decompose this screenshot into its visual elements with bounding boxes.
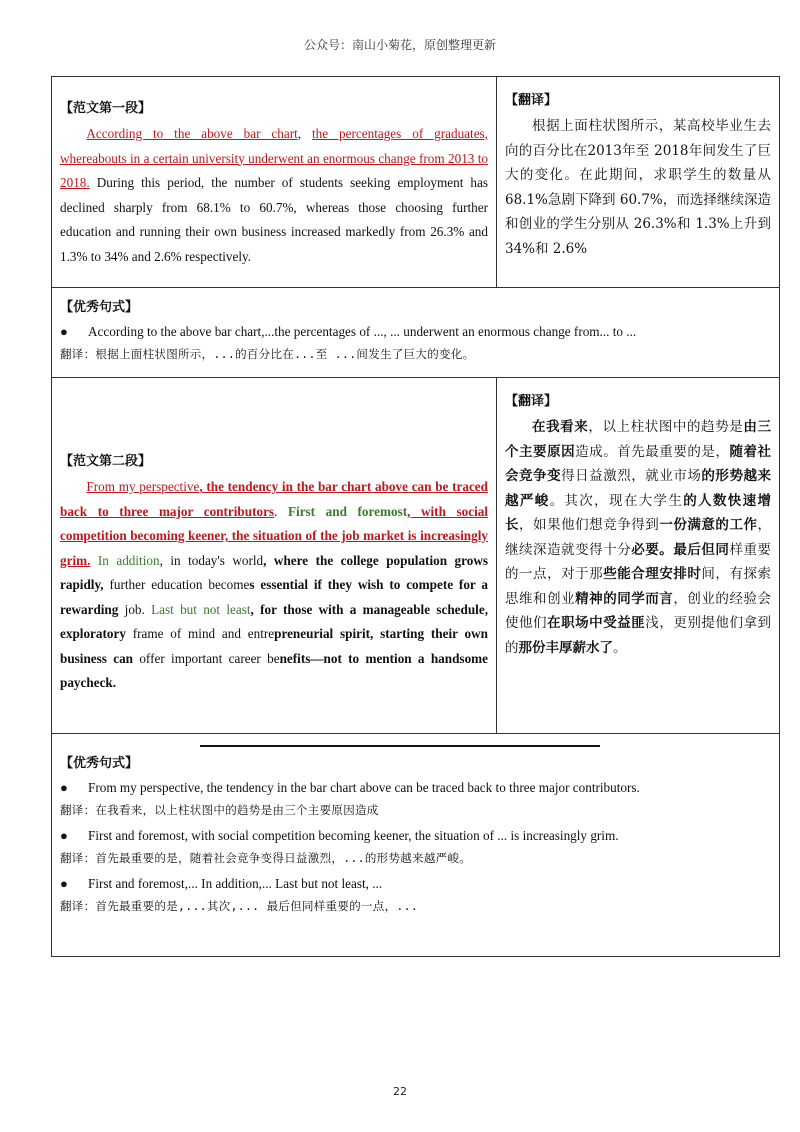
section2-english-span: , where the college population grows rapidly, [60,552,488,592]
section1-english-span: , [297,126,313,141]
section2-english-span: First and foremost [287,503,408,519]
section2-english-span: nefits—not to mention a handsome paycheck. [60,650,488,690]
sentence-english: According to the above bar chart,...the percentages of ..., ... underwent an enormous change from... to ... [88,324,637,339]
sentence-item [60,777,771,799]
section2-chinese-span: 随着社会竞争变 [505,443,772,484]
section2-chinese-paragraph [505,415,771,660]
section2-translation-title: 【翻译】 [505,394,558,409]
section2-english-span: . [274,503,288,519]
divider-line [200,745,600,747]
section2-english-span: , for those with a manageable schedule, exploratory [60,601,488,641]
section2-chinese-span: 浅，更别提他们拿到的 [505,615,772,656]
section2-chinese-span: 得日益激烈，就业市场 [561,468,702,484]
section1-translation-title: 【翻译】 [505,93,558,108]
essay-table [51,76,780,957]
sentence-item [60,873,771,895]
section2-chinese-span: 些能合理安排时 [603,566,702,582]
section2-english-span: , with social competition becoming keener, the situation of the job market is increasingly grim. [60,503,489,568]
section2-row [52,378,780,734]
bullet-icon: ● [60,780,68,795]
section1-row [52,77,780,288]
section2-chinese-span: 的人数快速增长 [505,492,772,533]
sentence-english: From my perspective, the tendency in the bar chart above can be traced back to three major contributors. [88,780,640,795]
sentence-english: First and foremost, with social competition becoming keener, the situation of ... is increasingly grim. [88,828,619,843]
bullet-icon: ● [60,828,68,843]
section1-english-span: During this period, the number of students seeking employment has declined sharply from 68.1% to 60.7%, whereas those choosing further education and running their own business increased markedly from 26.3% and 1.3% to 34% and 2.6% respectively. [60,175,488,264]
section2-chinese-span: 样重要的一点，对于那 [505,541,772,582]
section1-english-span: the percentages of graduates, whereabouts in a certain university underwent an enormous change from 2013 to 2018. [60,126,488,190]
section2-english-paragraph [60,475,488,696]
sentences2-cell [52,734,780,957]
sentence-item [60,825,771,847]
section2-english-span: job. [118,601,152,617]
sentences2-list [60,777,771,917]
sentences1-cell [52,288,780,378]
section2-english-span: , the tendency in the bar chart above can be traced back to three major contributors [60,479,488,519]
section2-english-span [90,553,97,568]
section2-english-span: offer important career be [133,650,280,666]
section2-chinese-span: 的形势越来越严峻 [505,468,772,509]
section1-english-cell [52,77,497,288]
sentences2-title: 【优秀句式】 [60,756,139,771]
bullet-icon: ● [60,324,68,339]
section2-chinese-span: ，如果他们想竞争得到 [519,517,660,533]
sentences1-row [52,288,780,378]
section2-chinese-span: 由三个主要原因 [505,419,771,460]
sentence-translation: 翻译：首先最重要的是，随着社会竞争变得日益激烈，...的形势越来越严峻。 [60,851,472,865]
section2-english-span: further education become [103,577,250,592]
section2-english-span: In addition [97,552,160,568]
bullet-icon: ● [60,876,68,891]
section2-chinese-span: ，以上柱状图中的趋势是 [588,419,744,435]
section2-chinese-span: 间，有探索思维和创业 [505,566,772,607]
section2-chinese-span: 在我看来 [532,419,589,435]
section2-english-span: Last but not least [151,601,251,617]
section2-chinese-span: 造成。首先最重要的是， [575,443,730,460]
section1-english-span: According to the above bar chart [86,126,298,141]
section2-chinese-span: 在职场中受益匪 [547,615,646,631]
page-header: 公众号：南山小菊花，原创整理更新 [303,38,496,52]
section1-chinese-paragraph: 根据上面柱状图所示，某高校毕业生去向的百分比在2013年至 2018年间发生了巨大的变化。在此期间，求职学生的数量从 68.1%急剧下降到 60.7%，而选择继续深造和创业的学生分别从 26.3%和 1.3%上升到 34%和 2.6% [505,118,771,257]
sentences1-list [60,321,771,365]
section2-title: 【范文第二段】 [60,454,152,469]
sentence-translation: 翻译：根据上面柱状图所示，...的百分比在...至 ...间发生了巨大的变化。 [60,347,475,361]
section2-chinese-span: 精神的同学而言 [575,590,674,607]
section2-chinese-span: 那份丰厚薪水了 [518,639,613,656]
section2-english-span: preneurial spirit, starting their own business can [60,626,488,666]
sentence-item [60,321,771,343]
sentences2-row [52,734,780,957]
section2-english-span: From my perspective [86,479,200,494]
section2-english-span: s essential if they wish to compete for a rewarding [60,577,488,617]
sentence-translation: 翻译：首先最重要的是,...其次,... 最后但同样重要的一点，... [60,899,419,913]
section2-english-cell [52,378,497,734]
section1-english-paragraph [60,122,488,269]
section1-chinese-cell [497,77,780,288]
sentence-translation: 翻译：在我看来，以上柱状图中的趋势是由三个主要原因造成 [60,803,379,817]
section2-chinese-span: 必要。最后但同 [631,541,730,558]
section2-english-span: frame of mind and entre [125,626,275,641]
sentence-english: First and foremost,... In addition,... Last but not least, ... [88,876,383,891]
section2-chinese-span: ，继续深造就变得十分 [505,517,772,558]
section2-english-span: , in today's world [159,552,264,568]
section2-chinese-span: 一份满意的工作 [659,517,758,533]
page-number: 22 [393,1085,407,1098]
section2-chinese-span: ，创业的经验会使他们 [505,590,772,631]
section2-chinese-span: 。 [613,639,627,656]
section1-title: 【范文第一段】 [60,101,152,116]
section2-chinese-cell [497,378,780,734]
section2-chinese-span: 。其次，现在大学生 [549,492,684,509]
sentences1-title: 【优秀句式】 [60,300,139,315]
